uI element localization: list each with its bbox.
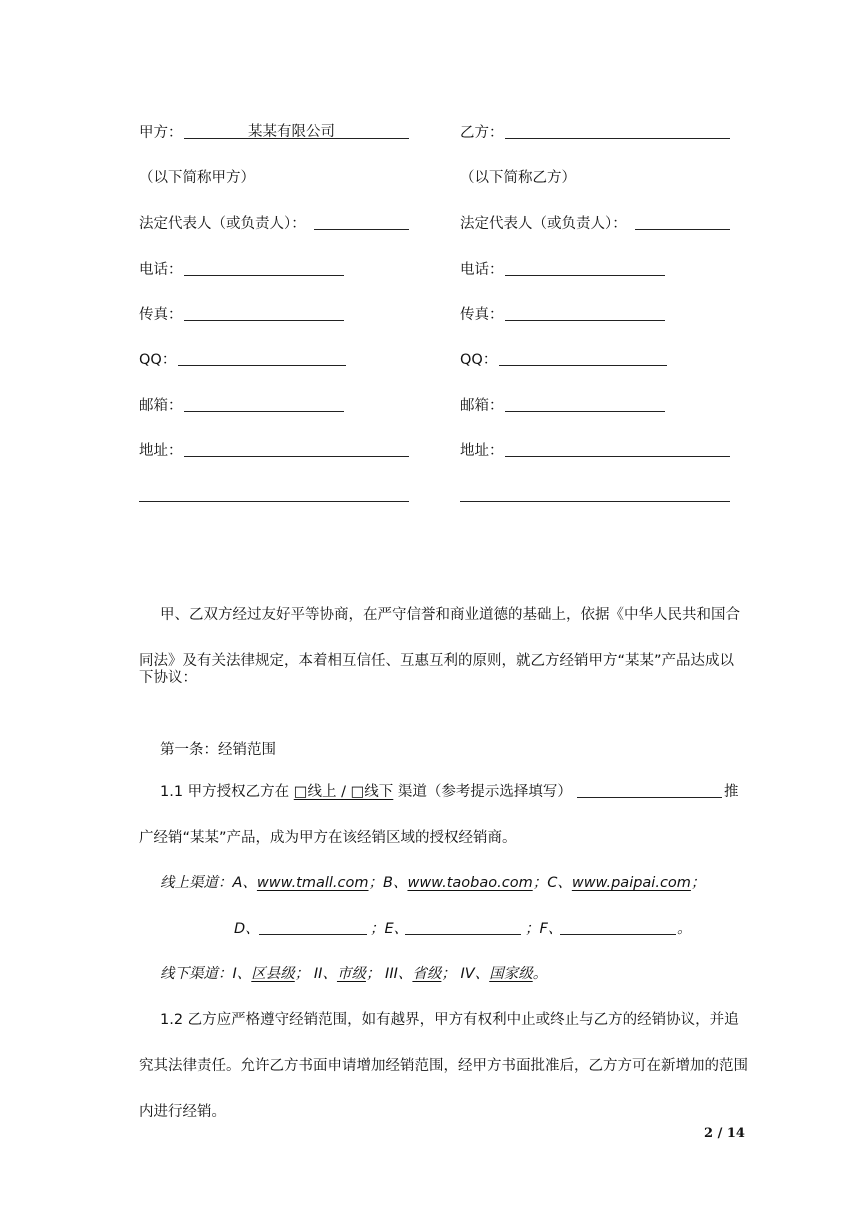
- page-number: 2 / 14: [704, 1126, 745, 1141]
- clause-1-1-mid: 渠道（参考提示选择填写）: [397, 784, 572, 800]
- clause-1-1-prefix: 1.1 甲方授权乙方在: [160, 784, 290, 800]
- sep-2: ； II、: [294, 966, 337, 982]
- party-a-address-field[interactable]: [184, 456, 409, 457]
- party-b-qq-label: QQ：: [460, 352, 498, 368]
- party-b-short-name: （以下简称乙方）: [460, 170, 576, 186]
- preamble-line-3: 下协议：: [139, 670, 197, 686]
- party-a-qq-label: QQ：: [139, 352, 177, 368]
- sep-4: ； IV、: [441, 966, 490, 982]
- online-channels-label: 线上渠道：A、: [160, 875, 257, 891]
- party-a-qq-field[interactable]: [178, 365, 346, 366]
- clause-1-1-line-1: [160, 780, 572, 801]
- channel-b-taobao: www.taobao.com: [407, 875, 533, 891]
- channel-f-field[interactable]: [560, 934, 676, 935]
- sep-b: ；B、: [368, 875, 408, 891]
- article-1-title: 第一条：经销范围: [160, 742, 276, 758]
- party-a-fax-field[interactable]: [184, 320, 344, 321]
- party-a-company: 某某有限公司: [248, 124, 335, 140]
- party-a-label: 甲方：: [139, 125, 183, 141]
- clause-1-1-line-2: 广经销“某某”产品，成为甲方在该经销区域的授权经销商。: [139, 830, 517, 846]
- party-a-phone-label: 电话：: [139, 262, 183, 278]
- region-field[interactable]: [577, 797, 722, 798]
- channel-e-field[interactable]: [405, 934, 521, 935]
- offline-channels-label: 线下渠道：I、: [160, 966, 252, 982]
- online-end: 。: [677, 921, 692, 937]
- party-b-email-label: 邮箱：: [460, 398, 504, 414]
- channel-d-label: D、: [234, 921, 260, 937]
- party-a-rep-field[interactable]: [314, 229, 409, 230]
- party-b-label: 乙方：: [460, 125, 504, 141]
- party-b-phone-label: 电话：: [460, 262, 504, 278]
- party-a-address-label: 地址：: [139, 443, 183, 459]
- level-province: 省级: [412, 966, 442, 982]
- party-b-qq-field[interactable]: [499, 365, 667, 366]
- party-b-email-field[interactable]: [505, 411, 665, 412]
- party-b-address-field[interactable]: [505, 456, 730, 457]
- clause-1-2-line-1: 1.2 乙方应严格遵守经销范围，如有越界，甲方有权利中止或终止与乙方的经销协议，并追: [160, 1012, 739, 1028]
- party-b-address-field-2[interactable]: [460, 501, 730, 502]
- party-b-rep-field[interactable]: [635, 229, 730, 230]
- party-a-email-field[interactable]: [184, 411, 344, 412]
- party-b-fax-label: 传真：: [460, 307, 504, 323]
- clause-1-1-end: 推: [724, 784, 739, 800]
- party-a-phone-field[interactable]: [184, 275, 344, 276]
- party-a-short-name: （以下简称甲方）: [139, 170, 255, 186]
- party-a-address-field-2[interactable]: [139, 501, 409, 502]
- sep-c: ；C、: [532, 875, 572, 891]
- party-a-email-label: 邮箱：: [139, 398, 183, 414]
- party-b-name-field[interactable]: [505, 138, 730, 139]
- level-national: 国家级: [489, 966, 533, 982]
- preamble-line-2: 同法》及有关法律规定，本着相互信任、互惠互利的原则，就乙方经销甲方“某某”产品达成以: [139, 653, 735, 669]
- level-city: 市级: [336, 966, 366, 982]
- preamble-line-1: 甲、乙双方经过友好平等协商，在严守信誉和商业道德的基础上，依据《中华人民共和国合: [160, 607, 740, 623]
- channel-a-tmall: www.tmall.com: [256, 875, 369, 891]
- clause-1-2-line-2: 究其法律责任。允许乙方书面申请增加经销范围，经甲方书面批准后，乙方方可在新增加的范围: [139, 1058, 748, 1074]
- level-county: 区县级: [251, 966, 295, 982]
- party-b-rep-label: 法定代表人（或负责人）：: [460, 216, 627, 232]
- channel-f-label: ；F、: [525, 921, 563, 937]
- party-b-fax-field[interactable]: [505, 320, 665, 321]
- offline-channels-line: [160, 962, 547, 983]
- channel-e-label: ；E、: [370, 921, 409, 937]
- sep-end: ；: [690, 875, 706, 891]
- party-a-rep-label: 法定代表人（或负责人）：: [139, 216, 306, 232]
- clause-1-2-line-3: 内进行经销。: [139, 1104, 226, 1120]
- channel-d-field[interactable]: [259, 934, 367, 935]
- sep-3: ； III、: [365, 966, 413, 982]
- party-a-fax-label: 传真：: [139, 307, 183, 323]
- party-b-address-label: 地址：: [460, 443, 504, 459]
- offline-end: 。: [532, 966, 548, 982]
- party-b-phone-field[interactable]: [505, 275, 665, 276]
- online-channels-line: [160, 871, 705, 892]
- channel-c-paipai: www.paipai.com: [571, 875, 691, 891]
- channel-choice-checkboxes[interactable]: □线上 / □线下: [293, 784, 394, 800]
